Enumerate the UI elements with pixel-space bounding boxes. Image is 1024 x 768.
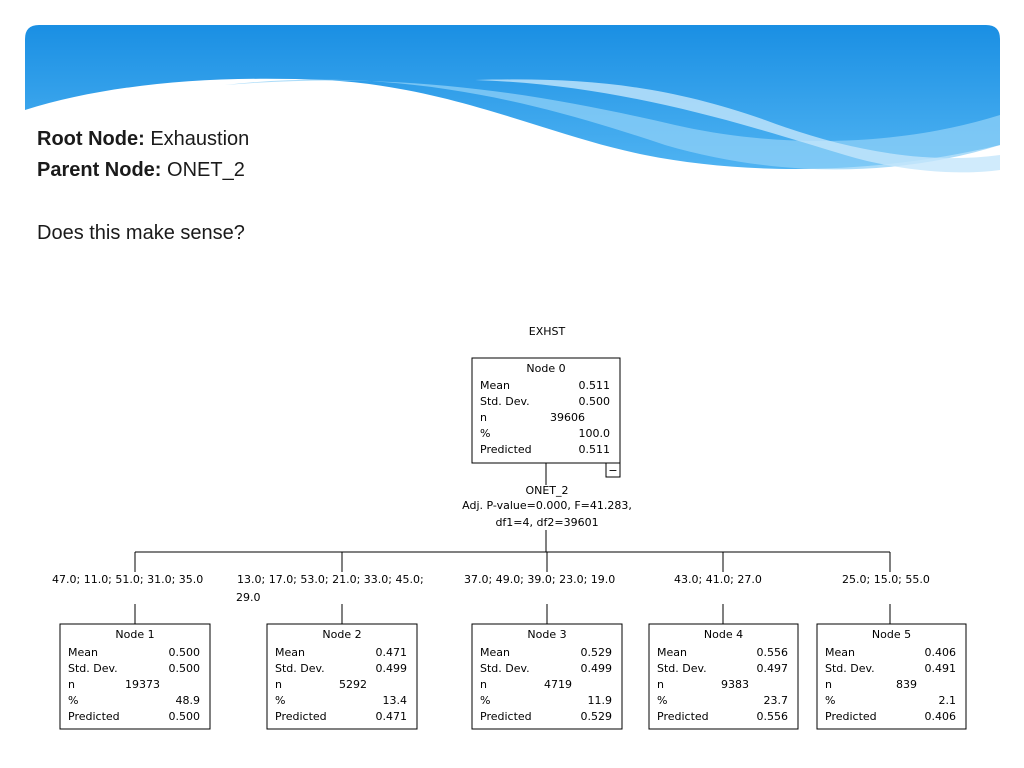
split-variable: ONET_2 [525,484,569,497]
stat-label: Mean [480,646,510,659]
collapse-toggle[interactable] [606,463,620,477]
stat-label: Std. Dev. [275,662,325,675]
stat-label: Mean [480,379,510,392]
stat-label: Mean [68,646,98,659]
stat-value: 4719 [544,678,572,691]
stat-label: Predicted [480,443,532,456]
stat-label: n [657,678,664,691]
stat-label: n [68,678,75,691]
stat-label: n [480,411,487,424]
node-title: Node 1 [115,628,155,641]
stat-value: 0.500 [168,710,200,723]
node-title: Node 4 [703,628,744,641]
stat-value: 0.529 [580,646,612,659]
stat-value: 100.0 [578,427,610,440]
child-node [267,624,417,729]
stat-value: 5292 [339,678,367,691]
stat-value: 39606 [550,411,585,424]
stat-value: 0.406 [924,710,956,723]
stat-label: Std. Dev. [68,662,118,675]
branch-label: 47.0; 11.0; 51.0; 31.0; 35.0 [52,573,204,586]
node-title: Node 0 [526,362,566,375]
stat-value: 0.500 [578,395,610,408]
split-stats-line2: df1=4, df2=39601 [495,516,599,529]
stat-value: 0.500 [168,662,200,675]
parent-node-value: ONET_2 [167,159,245,181]
stat-value: 0.471 [375,646,407,659]
target-variable-label: EXHST [528,325,566,338]
child-node [472,624,622,729]
branch-label-extra: 29.0 [236,591,261,604]
stat-label: Std. Dev. [480,395,530,408]
branch-label: 43.0; 41.0; 27.0 [674,573,762,586]
node-title: Node 3 [527,628,567,641]
stat-value: 0.511 [578,379,610,392]
stat-label: n [480,678,487,691]
stat-value: 0.529 [580,710,612,723]
stat-label: Std. Dev. [480,662,530,675]
question-text: Does this make sense? [37,222,245,244]
branch-label: 13.0; 17.0; 53.0; 21.0; 33.0; 45.0; [237,573,424,586]
stat-label: Predicted [825,710,877,723]
parent-node-label: Parent Node: [37,159,162,181]
stat-value: 0.406 [924,646,956,659]
stat-value: 19373 [125,678,160,691]
split-stats-line1: Adj. P-value=0.000, F=41.283, [462,499,632,512]
stat-value: 23.7 [763,694,788,707]
child-node [817,624,966,729]
stat-label: % [657,694,668,707]
stat-value: 11.9 [587,694,612,707]
child-node [649,624,798,729]
stat-label: n [275,678,282,691]
stat-value: 13.4 [382,694,407,707]
stat-label: n [825,678,832,691]
stat-label: Std. Dev. [825,662,875,675]
root-node [472,358,620,463]
stat-value: 0.556 [756,646,788,659]
stat-label: Mean [275,646,305,659]
child-node [60,624,210,729]
stat-label: % [825,694,836,707]
root-node-value: Exhaustion [150,128,250,150]
branch-label: 37.0; 49.0; 39.0; 23.0; 19.0 [464,573,616,586]
stat-value: 0.556 [756,710,788,723]
stat-label: Std. Dev. [657,662,707,675]
root-node-label: Root Node: [37,128,145,150]
collapse-icon: − [608,464,618,477]
stat-label: % [480,427,491,440]
stat-value: 48.9 [175,694,200,707]
stat-label: Mean [825,646,855,659]
stat-value: 0.471 [375,710,407,723]
stat-label: Mean [657,646,687,659]
stat-label: Predicted [480,710,532,723]
stat-label: Predicted [275,710,327,723]
stat-label: Predicted [68,710,120,723]
stat-value: 0.491 [924,662,956,675]
stat-value: 9383 [721,678,749,691]
stat-value: 0.500 [168,646,200,659]
stat-value: 0.497 [756,662,788,675]
stat-value: 0.499 [375,662,407,675]
stat-label: % [275,694,286,707]
node-title: Node 2 [322,628,362,641]
stat-value: 0.511 [578,443,610,456]
stat-label: Predicted [657,710,709,723]
stat-value: 0.499 [580,662,612,675]
node-title: Node 5 [871,628,912,641]
branch-label: 25.0; 15.0; 55.0 [842,573,930,586]
stat-value: 839 [896,678,917,691]
stat-label: % [68,694,79,707]
stat-label: % [480,694,491,707]
stat-value: 2.1 [938,694,956,707]
